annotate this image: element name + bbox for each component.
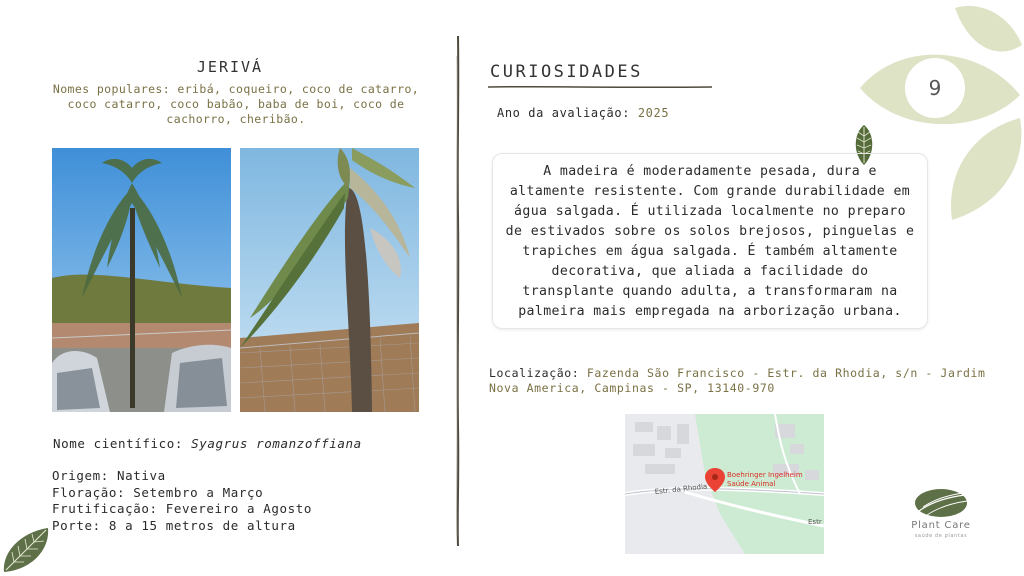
map-place-line1: Boehringer Ingelheim [727, 471, 803, 479]
scientific-name-row [53, 436, 362, 451]
evaluation-year [497, 106, 669, 120]
location-map[interactable] [625, 414, 824, 554]
brand-tagline: saúde de plantas [914, 533, 968, 539]
location [489, 366, 989, 396]
flowering: Floração: Setembro a Março [52, 484, 264, 500]
year-label: Ano da avaliação: [497, 106, 631, 120]
title-underline [488, 84, 712, 90]
species-facts [52, 468, 312, 534]
map-road-label-2: Estr [808, 518, 822, 526]
map-road-label: Estr. da Rhodia [654, 482, 708, 496]
tree-photo-closeup [240, 148, 419, 412]
location-label: Localização: [489, 366, 580, 380]
curiosities-text-box: A madeira é moderadamente pesada, dura e altamente resistente. Com grande durabilidade em água salgada. É utilizada localmente no preparo de estivados sobre os solos brejosos, pinguelas e trapiches em água salgada. É também altamente decorativa, que aliada a facilidade do transplante quando adulta, a transformaram na palmeira mais empregada na arborização urbana. [492, 153, 928, 329]
fruiting: Frutificação: Fevereiro a Agosto [52, 501, 313, 516]
decorative-leaf-bottom-left [0, 526, 52, 576]
location-value: Fazenda São Francisco - Estr. da Rhodia, s/n - Jardim Nova America, Campinas - SP, 13140-970 [489, 366, 986, 395]
year-value: 2025 [637, 106, 670, 120]
tree-photo-full [52, 148, 231, 412]
brand-name: Plant Care [911, 520, 971, 531]
origin: Origem: Nativa [52, 468, 166, 483]
species-title: JERIVÁ [196, 58, 264, 76]
scientific-label: Nome científico: [53, 436, 184, 451]
plant-care-logo-icon [913, 487, 969, 519]
scientific-name: Syagrus romanzoffiana [191, 436, 362, 451]
size: Porte: 8 a 15 metros de altura [52, 517, 296, 533]
column-divider [452, 36, 464, 546]
popular-names: Nomes populares: eribá, coqueiro, coco de catarro, coco catarro, coco babão, baba de boi, coco de cachorro, cheribão. [52, 82, 420, 126]
curiosities-title: CURIOSIDADES [490, 62, 643, 82]
map-place-line2: Saúde Animal [727, 480, 776, 488]
page-number: 9 [905, 58, 965, 118]
